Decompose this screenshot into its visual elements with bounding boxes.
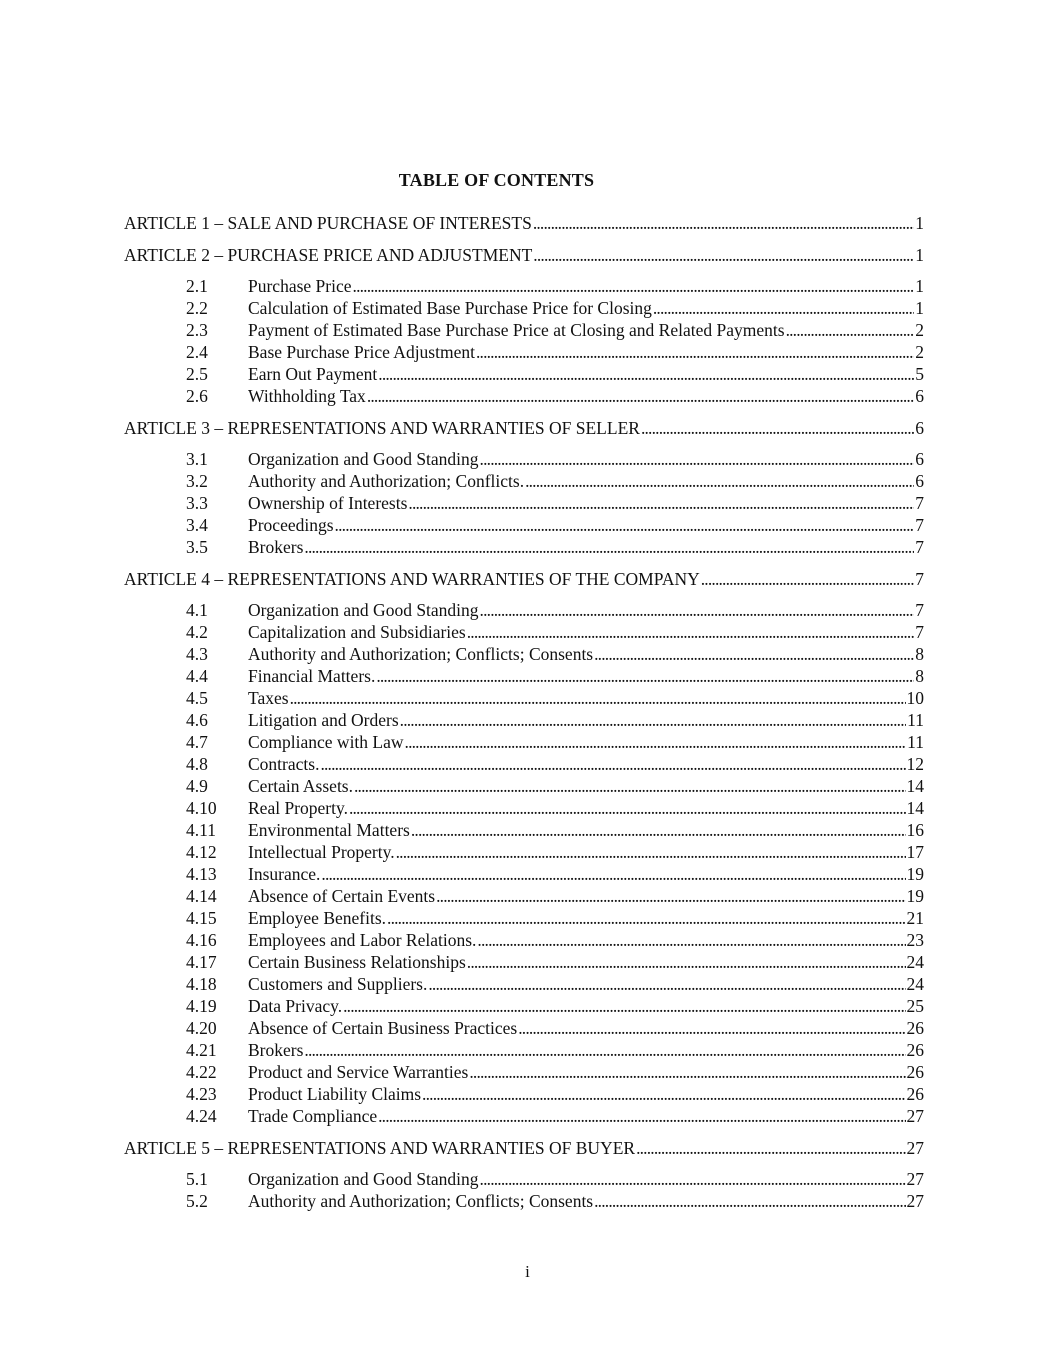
toc-entry-title: Earn Out Payment — [248, 364, 378, 384]
dot-leader — [320, 753, 905, 775]
toc-entry-title: Insurance. — [248, 864, 321, 884]
toc-entry-page: 26 — [906, 1018, 924, 1038]
dot-leader — [533, 244, 914, 266]
dot-leader — [428, 973, 905, 995]
toc-entry-page: 27 — [906, 1138, 924, 1158]
dot-leader — [396, 841, 906, 863]
table-of-contents — [124, 212, 924, 1212]
toc-entry-page: 14 — [906, 798, 924, 818]
toc-entry-number: 5.1 — [186, 1169, 208, 1189]
dot-leader — [376, 665, 914, 687]
toc-entry-title: Brokers — [248, 537, 304, 557]
toc-entry-page: 16 — [906, 820, 924, 840]
dot-leader — [480, 1168, 906, 1190]
toc-section-entry[interactable] — [124, 514, 924, 536]
toc-entry-page: 5 — [915, 364, 924, 384]
toc-section-entry[interactable] — [124, 297, 924, 319]
toc-section-entry[interactable] — [124, 709, 924, 731]
dot-leader — [480, 448, 915, 470]
dot-leader — [354, 775, 906, 797]
toc-entry-title: Financial Matters. — [248, 666, 376, 686]
toc-entry-number: 4.9 — [186, 776, 208, 796]
toc-section-entry[interactable] — [124, 929, 924, 951]
toc-entry-page: 7 — [915, 537, 924, 557]
dot-leader — [343, 995, 905, 1017]
toc-entry-page: 25 — [906, 996, 924, 1016]
toc-entry-page: 7 — [915, 622, 924, 642]
toc-section-entry[interactable] — [124, 951, 924, 973]
toc-entry-number: 4.1 — [186, 600, 208, 620]
dot-leader — [477, 929, 905, 951]
toc-section-entry[interactable] — [124, 448, 924, 470]
dot-leader — [533, 212, 914, 234]
dot-leader — [467, 621, 915, 643]
toc-entry-page: 1 — [915, 276, 924, 296]
toc-section-entry[interactable] — [124, 319, 924, 341]
dot-leader — [476, 341, 914, 363]
toc-entry-title: ARTICLE 3 – REPRESENTATIONS AND WARRANTIES OF SELLER — [124, 418, 640, 438]
toc-entry-page: 24 — [906, 974, 924, 994]
toc-entry-page: 19 — [906, 886, 924, 906]
toc-entry-title: Ownership of Interests — [248, 493, 408, 513]
page-title: TABLE OF CONTENTS — [398, 170, 595, 190]
toc-section-entry[interactable] — [124, 973, 924, 995]
toc-entry-page: 12 — [906, 754, 924, 774]
toc-section-entry[interactable] — [124, 363, 924, 385]
dot-leader — [594, 1190, 905, 1212]
toc-entry-number: 4.10 — [186, 798, 217, 818]
toc-entry-title: Employees and Labor Relations. — [248, 930, 477, 950]
toc-section-entry[interactable] — [124, 1083, 924, 1105]
toc-section-entry[interactable] — [124, 470, 924, 492]
toc-entry-number: 4.8 — [186, 754, 208, 774]
toc-entry-title: Payment of Estimated Base Purchase Price at Closing and Related Payments — [248, 320, 785, 340]
toc-entry-number: 4.4 — [186, 666, 208, 686]
toc-section-entry[interactable] — [124, 731, 924, 753]
toc-entry-page: 1 — [915, 245, 924, 265]
toc-section-entry[interactable] — [124, 385, 924, 407]
toc-entry-title: ARTICLE 2 – PURCHASE PRICE AND ADJUSTMENT — [124, 245, 533, 265]
toc-entry-page: 17 — [906, 842, 924, 862]
toc-section-entry[interactable] — [124, 819, 924, 841]
toc-entry-title: Trade Compliance — [248, 1106, 378, 1126]
toc-entry-number: 3.1 — [186, 449, 208, 469]
toc-entry-number: 2.3 — [186, 320, 208, 340]
dot-leader — [469, 1061, 905, 1083]
toc-entry-page: 7 — [915, 600, 924, 620]
dot-leader — [304, 536, 914, 558]
toc-section-entry[interactable] — [124, 621, 924, 643]
toc-section-entry[interactable] — [124, 1061, 924, 1083]
dot-leader — [321, 863, 905, 885]
toc-entry-title: Certain Assets. — [248, 776, 353, 796]
toc-entry-page: 26 — [906, 1040, 924, 1060]
toc-entry-title: Customers and Suppliers. — [248, 974, 428, 994]
dot-leader — [480, 599, 915, 621]
toc-entry-page: 2 — [915, 320, 924, 340]
toc-entry-page: 26 — [906, 1062, 924, 1082]
dot-leader — [400, 709, 906, 731]
toc-entry-title: Absence of Certain Events — [248, 886, 436, 906]
toc-entry-number: 4.20 — [186, 1018, 217, 1038]
toc-entry-title: Organization and Good Standing — [248, 600, 479, 620]
dot-leader — [335, 514, 915, 536]
dot-leader — [367, 385, 914, 407]
dot-leader — [349, 797, 906, 819]
toc-entry-title: Litigation and Orders — [248, 710, 399, 730]
toc-section-entry[interactable] — [124, 1168, 924, 1190]
dot-leader — [594, 643, 914, 665]
dot-leader — [290, 687, 906, 709]
toc-entry-number: 3.2 — [186, 471, 208, 491]
toc-entry-number: 4.22 — [186, 1062, 217, 1082]
toc-entry-title: Capitalization and Subsidiaries — [248, 622, 466, 642]
toc-section-entry[interactable] — [124, 1039, 924, 1061]
toc-entry-title: Proceedings — [248, 515, 334, 535]
toc-entry-title: Base Purchase Price Adjustment — [248, 342, 475, 362]
dot-leader — [636, 1137, 905, 1159]
page-number-footer: i — [525, 1262, 530, 1281]
toc-entry-page: 19 — [906, 864, 924, 884]
toc-entry-number: 3.4 — [186, 515, 208, 535]
toc-entry-page: 6 — [915, 471, 924, 491]
toc-entry-title: Product Liability Claims — [248, 1084, 422, 1104]
toc-section-entry[interactable] — [124, 995, 924, 1017]
toc-entry-page: 26 — [906, 1084, 924, 1104]
toc-entry-page: 7 — [915, 493, 924, 513]
toc-entry-number: 4.5 — [186, 688, 208, 708]
dot-leader — [405, 731, 907, 753]
toc-entry-page: 14 — [906, 776, 924, 796]
toc-entry-number: 4.23 — [186, 1084, 217, 1104]
dot-leader — [353, 275, 915, 297]
dot-leader — [525, 470, 914, 492]
toc-section-entry[interactable] — [124, 599, 924, 621]
toc-section-entry[interactable] — [124, 687, 924, 709]
dot-leader — [467, 951, 906, 973]
toc-entry-title: Compliance with Law — [248, 732, 404, 752]
toc-entry-title: Real Property. — [248, 798, 348, 818]
toc-entry-title: Organization and Good Standing — [248, 1169, 479, 1189]
toc-article-entry[interactable] — [124, 212, 924, 234]
dot-leader — [411, 819, 906, 841]
toc-entry-number: 4.11 — [186, 820, 216, 840]
toc-entry-title: Absence of Certain Business Practices — [248, 1018, 518, 1038]
toc-entry-number: 4.24 — [186, 1106, 217, 1126]
toc-entry-number: 4.13 — [186, 864, 217, 884]
toc-entry-number: 4.14 — [186, 886, 217, 906]
toc-entry-page: 27 — [906, 1169, 924, 1189]
toc-entry-title: Product and Service Warranties — [248, 1062, 469, 1082]
toc-section-entry[interactable] — [124, 885, 924, 907]
toc-entry-page: 6 — [915, 449, 924, 469]
dot-leader — [304, 1039, 905, 1061]
toc-entry-number: 4.3 — [186, 644, 208, 664]
toc-section-entry[interactable] — [124, 536, 924, 558]
toc-entry-title: Authority and Authorization; Conflicts; Consents — [248, 644, 594, 664]
toc-entry-page: 8 — [915, 666, 924, 686]
toc-entry-title: Authority and Authorization; Conflicts. — [248, 471, 525, 491]
toc-entry-number: 4.12 — [186, 842, 217, 862]
toc-entry-title: Employee Benefits. — [248, 908, 387, 928]
dot-leader — [387, 907, 905, 929]
toc-entry-page: 6 — [915, 386, 924, 406]
toc-section-entry[interactable] — [124, 643, 924, 665]
toc-entry-title: Certain Business Relationships — [248, 952, 466, 972]
toc-entry-number: 4.16 — [186, 930, 217, 950]
toc-entry-title: ARTICLE 5 – REPRESENTATIONS AND WARRANTIES OF BUYER — [124, 1138, 636, 1158]
dot-leader — [518, 1017, 905, 1039]
toc-entry-page: 8 — [915, 644, 924, 664]
toc-section-entry[interactable] — [124, 797, 924, 819]
toc-entry-page: 27 — [906, 1191, 924, 1211]
dot-leader — [378, 1105, 905, 1127]
dot-leader — [701, 568, 915, 590]
toc-entry-page: 10 — [906, 688, 924, 708]
toc-entry-page: 11 — [907, 710, 924, 730]
toc-entry-number: 3.3 — [186, 493, 208, 513]
toc-entry-number: 4.17 — [186, 952, 217, 972]
dot-leader — [436, 885, 905, 907]
toc-entry-title: Data Privacy. — [248, 996, 343, 1016]
toc-entry-page: 7 — [915, 569, 924, 589]
toc-entry-page: 11 — [907, 732, 924, 752]
toc-section-entry[interactable] — [124, 863, 924, 885]
toc-entry-title: Taxes — [248, 688, 289, 708]
toc-section-entry[interactable] — [124, 1190, 924, 1212]
toc-entry-number: 4.19 — [186, 996, 217, 1016]
toc-entry-page: 23 — [906, 930, 924, 950]
toc-entry-number: 4.7 — [186, 732, 208, 752]
toc-entry-page: 6 — [915, 418, 924, 438]
toc-entry-page: 21 — [906, 908, 924, 928]
toc-entry-title: ARTICLE 4 – REPRESENTATIONS AND WARRANTIES OF THE COMPANY — [124, 569, 700, 589]
toc-entry-title: Intellectual Property. — [248, 842, 395, 862]
toc-entry-number: 3.5 — [186, 537, 208, 557]
toc-entry-title: Brokers — [248, 1040, 304, 1060]
toc-entry-number: 2.6 — [186, 386, 208, 406]
toc-section-entry[interactable] — [124, 275, 924, 297]
toc-entry-number: 4.21 — [186, 1040, 217, 1060]
toc-entry-number: 4.2 — [186, 622, 208, 642]
toc-entry-title: Withholding Tax — [248, 386, 366, 406]
toc-entry-number: 4.18 — [186, 974, 217, 994]
toc-entry-page: 27 — [906, 1106, 924, 1126]
toc-section-entry[interactable] — [124, 665, 924, 687]
dot-leader — [422, 1083, 905, 1105]
toc-entry-title: ARTICLE 1 – SALE AND PURCHASE OF INTERESTS — [124, 213, 532, 233]
toc-article-entry[interactable] — [124, 1137, 924, 1159]
toc-section-entry[interactable] — [124, 907, 924, 929]
toc-entry-page: 7 — [915, 515, 924, 535]
dot-leader — [786, 319, 915, 341]
toc-entry-number: 5.2 — [186, 1191, 208, 1211]
toc-entry-page: 24 — [906, 952, 924, 972]
toc-entry-page: 1 — [915, 298, 924, 318]
toc-entry-title: Contracts. — [248, 754, 320, 774]
toc-entry-title: Calculation of Estimated Base Purchase Price for Closing — [248, 298, 652, 318]
dot-leader — [641, 417, 914, 439]
toc-section-entry[interactable] — [124, 775, 924, 797]
toc-section-entry[interactable] — [124, 492, 924, 514]
toc-article-entry[interactable] — [124, 568, 924, 590]
toc-section-entry[interactable] — [124, 753, 924, 775]
toc-entry-page: 2 — [915, 342, 924, 362]
toc-entry-page: 1 — [915, 213, 924, 233]
toc-entry-number: 4.6 — [186, 710, 208, 730]
toc-article-entry[interactable] — [124, 417, 924, 439]
toc-entry-number: 4.15 — [186, 908, 217, 928]
dot-leader — [378, 363, 914, 385]
toc-section-entry[interactable] — [124, 841, 924, 863]
toc-section-entry[interactable] — [124, 341, 924, 363]
toc-section-entry[interactable] — [124, 1105, 924, 1127]
toc-section-entry[interactable] — [124, 1017, 924, 1039]
toc-entry-number: 2.5 — [186, 364, 208, 384]
toc-entry-title: Environmental Matters — [248, 820, 410, 840]
toc-entry-number: 2.1 — [186, 276, 208, 296]
toc-entry-number: 2.2 — [186, 298, 208, 318]
dot-leader — [653, 297, 914, 319]
toc-entry-number: 2.4 — [186, 342, 208, 362]
toc-entry-title: Organization and Good Standing — [248, 449, 479, 469]
toc-article-entry[interactable] — [124, 244, 924, 266]
dot-leader — [408, 492, 914, 514]
toc-entry-title: Purchase Price — [248, 276, 352, 296]
toc-entry-title: Authority and Authorization; Conflicts; Consents — [248, 1191, 594, 1211]
